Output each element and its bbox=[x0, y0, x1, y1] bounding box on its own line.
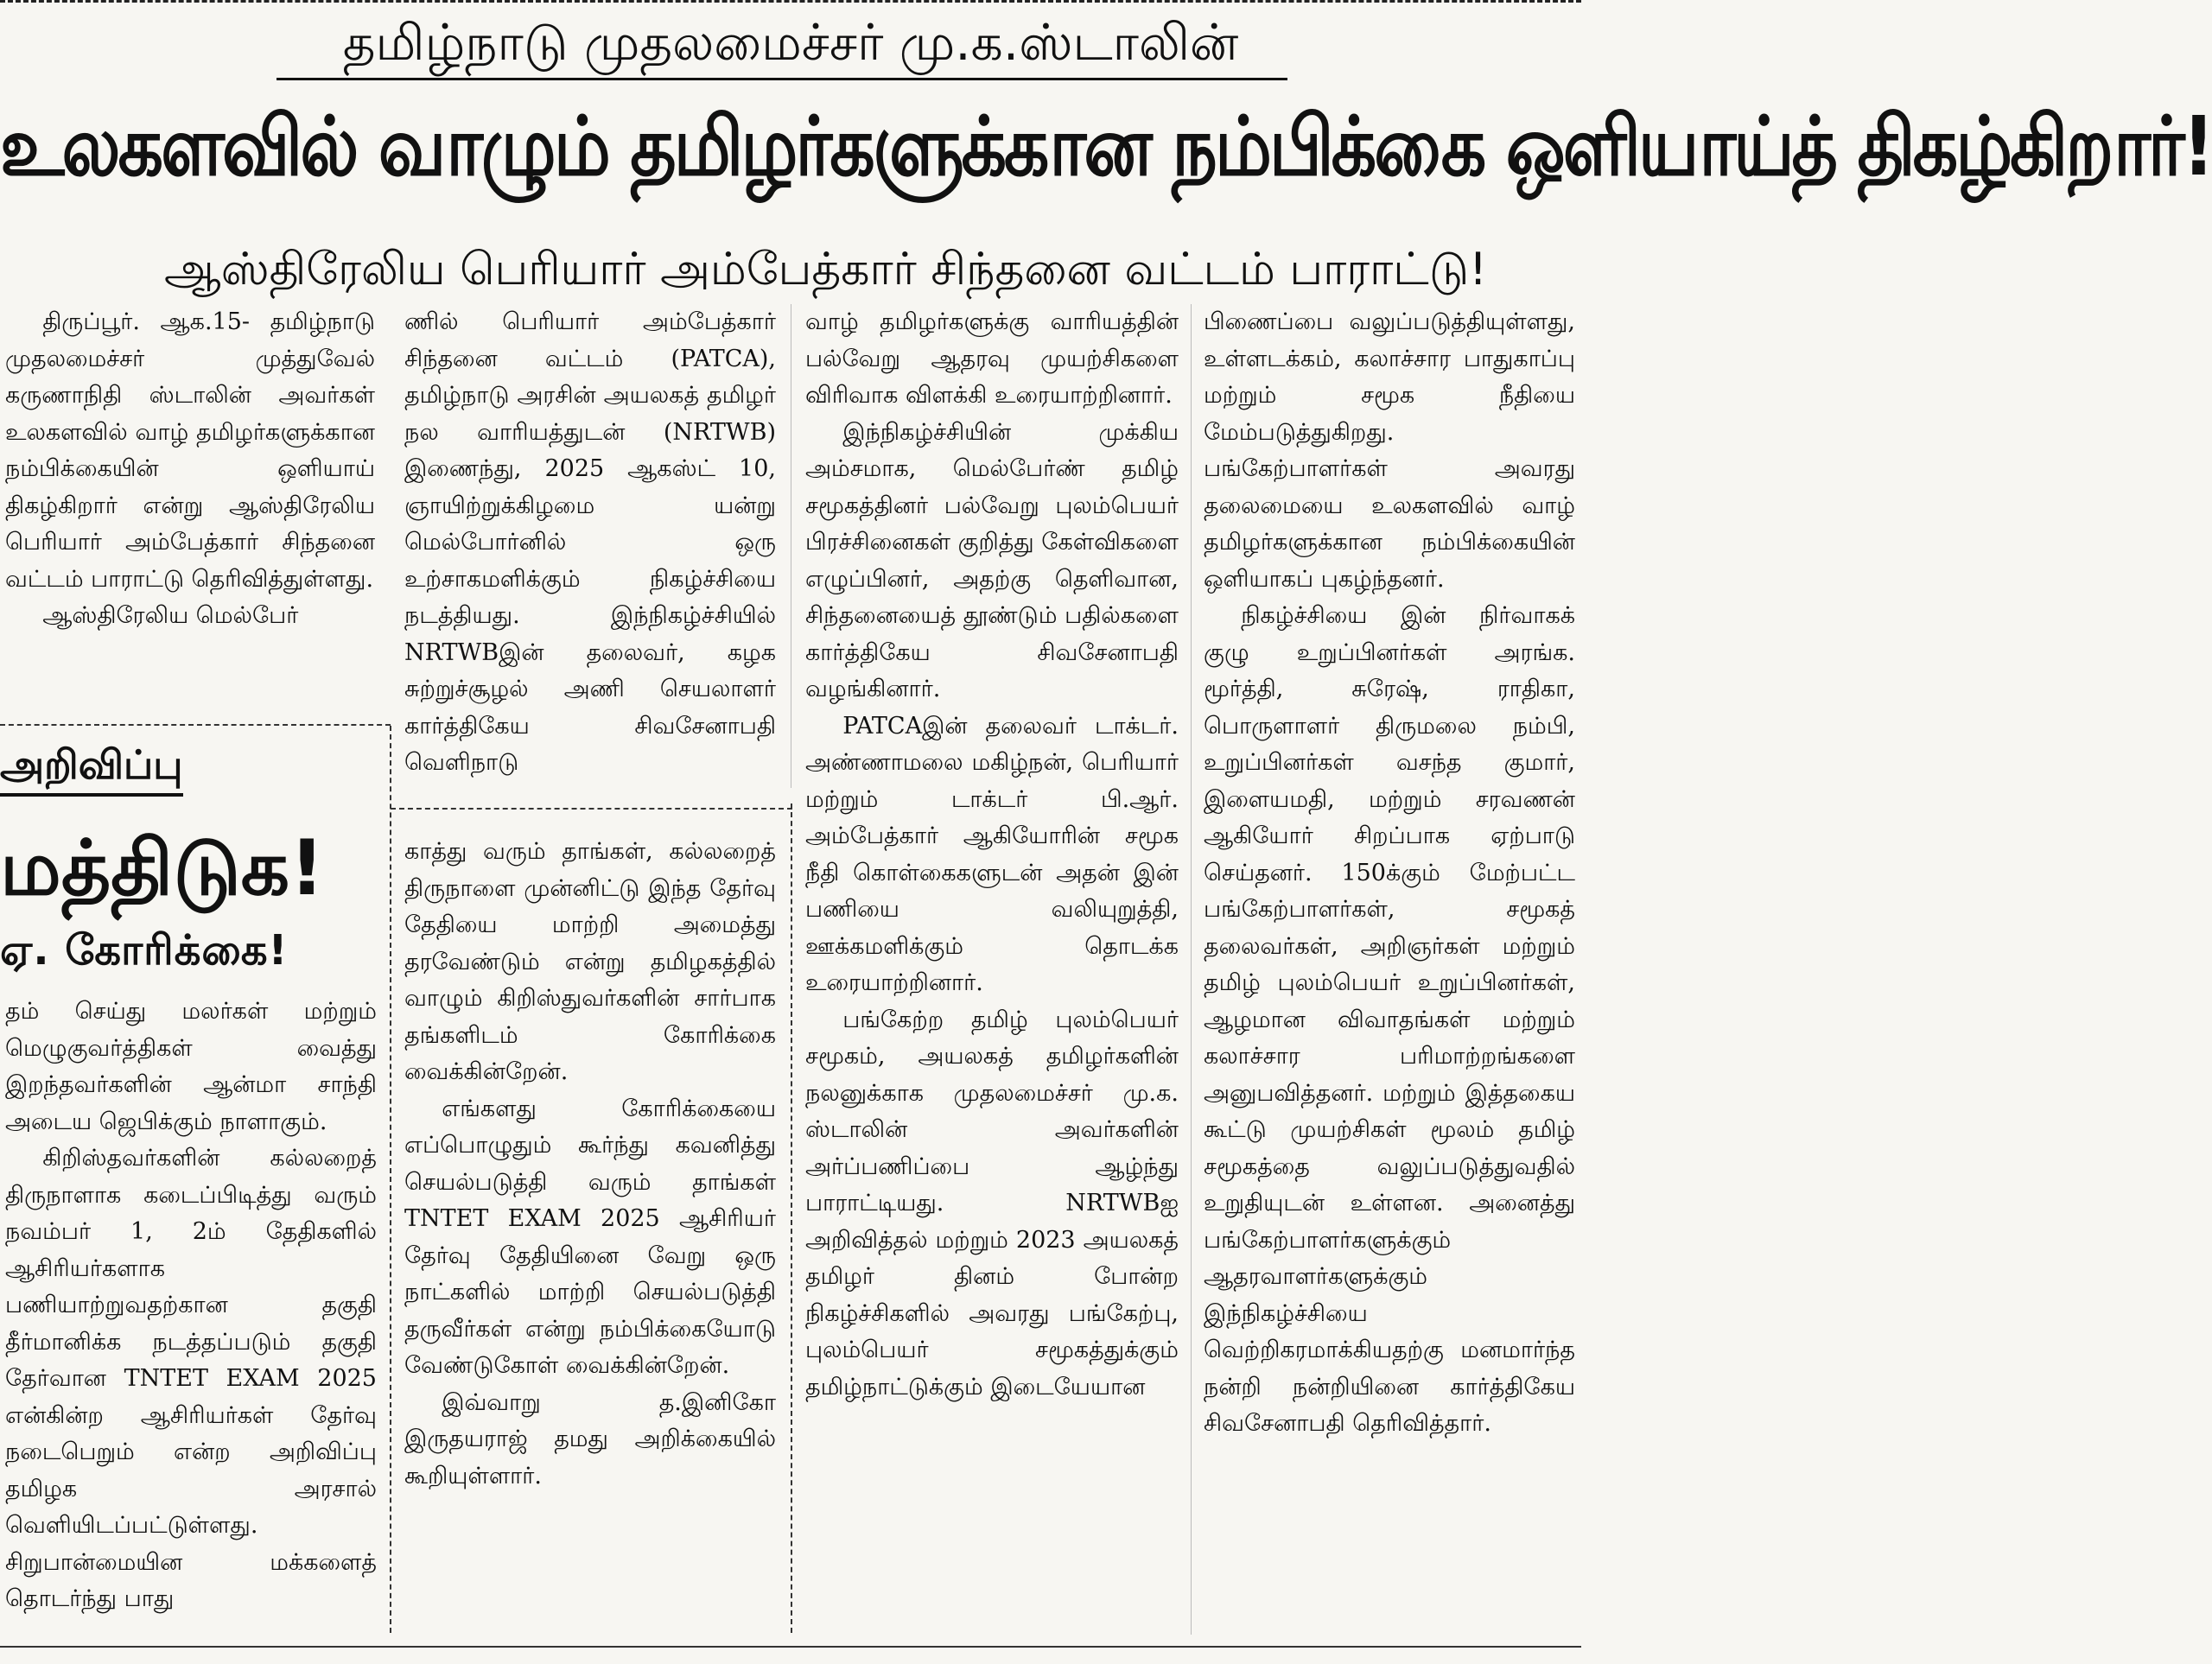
notice-column-2 bbox=[404, 834, 776, 1495]
paragraph: எங்களது கோரிக்கையை எப்பொழுதும் கூர்ந்து கவனித்து செயல்படுத்தி வரும் தாங்கள் TNTET EXAM 2025 ஆசிரியர் தேர்வு தேதியினை வேறு ஒரு நாட்களில் மாற்றி செயல்படுத்தி தருவீர்கள் என்று நம்பிக்கையோடு வேண்டுகோள் வைக்கின்றேன். bbox=[404, 1095, 776, 1379]
notice-border-right bbox=[791, 803, 792, 1633]
paragraph: பங்கேற்ற தமிழ் புலம்பெயர் சமூகம், அயலகத் தமிழர்களின் நலனுக்காக முதலமைச்சர் மு.க. ஸ்டாலின் அவர்களின் அர்ப்பணிப்பை ஆழ்ந்து பாராட்டியது. NRTWBஐ அறிவித்தல் மற்றும் 2023 அயலகத் தமிழர் தினம் போன்ற நிகழ்ச்சிகளில் அவரது பங்கேற்பு, புலம்பெயர் சமூகத்துக்கும் தமிழ்நாட்டுக்கும் இடையேயான bbox=[805, 1006, 1179, 1400]
paragraph: இந்நிகழ்ச்சியின் முக்கிய அம்சமாக, மெல்பேர்ண் தமிழ் சமூகத்தினர் பல்வேறு புலம்பெயர் பிரச்சினைகள் குறித்து கேள்விகளை எழுப்பினர், அதற்கு தெளிவான, சிந்தனையைத் தூண்டும் பதில்களை கார்த்திகேய சிவசேனாபதி வழங்கினார். bbox=[805, 418, 1179, 702]
paragraph: திருப்பூர். ஆக.15- தமிழ்நாடு முதலமைச்சர் முத்துவேல் கருணாநிதி ஸ்டாலின் அவர்கள் உலகளவில் வாழ் தமிழர்களுக்கான நம்பிக்கையின் ஒளியாய் திகழ்கிறார் என்று ஆஸ்திரேலிய பெரியார் அம்பேத்கார் சிந்தனை வட்டம் பாராட்டு தெரிவித்துள்ளது. bbox=[5, 308, 375, 593]
bottom-border bbox=[0, 1646, 1581, 1648]
notice-label: அறிவிப்பு bbox=[0, 741, 183, 788]
notice-border-top bbox=[0, 724, 391, 726]
notice-label-underline bbox=[0, 793, 183, 797]
notice-headline: மத்திடுக! bbox=[0, 823, 325, 912]
notice-column-1 bbox=[5, 994, 377, 1618]
kicker-title: தமிழ்நாடு முதலமைச்சர் மு.க.ஸ்டாலின் bbox=[342, 13, 1239, 72]
article-column-4 bbox=[1204, 304, 1575, 1443]
paragraph: இவ்வாறு த.இனிகோ இருதயராஜ் தமது அறிக்கையில் கூறியுள்ளார். bbox=[404, 1388, 776, 1489]
paragraph: ணில் பெரியார் அம்பேத்கார் சிந்தனை வட்டம் (PATCA), தமிழ்நாடு அரசின் அயலகத் தமிழர் நல வாரியத்துடன் (NRTWB) இணைந்து, 2025 ஆகஸ்ட் 10, ஞாயிற்றுக்கிழமை யன்று மெல்போர்னில் ஒரு உற்சாகமளிக்கும் நிகழ்ச்சியை நடத்தியது. இந்நிகழ்ச்சியில் NRTWBஇன் தலைவர், கழக சுற்றுச்சூழல் அணி செயலாளர் கார்த்திகேய சிவசேனாபதி வெளிநாடு bbox=[404, 308, 776, 776]
notice-border-top bbox=[391, 808, 792, 810]
article-column-1 bbox=[5, 304, 375, 635]
paragraph: PATCAஇன் தலைவர் டாக்டர். அண்ணாமலை மகிழ்நன், பெரியார் மற்றும் டாக்டர் பி.ஆர். அம்பேத்கார் ஆகியோரின் சமூக நீதி கொள்கைகளுடன் அதன் இன் பணியை வலியுறுத்தி, ஊக்கமளிக்கும் தொடக்க உரையாற்றினார். bbox=[805, 712, 1179, 996]
paragraph: பிணைப்பை வலுப்படுத்தியுள்ளது, உள்ளடக்கம், கலாச்சார பாதுகாப்பு மற்றும் சமூக நீதியை மேம்படுத்துகிறது. பங்கேற்பாளர்கள் அவரது தலைமையை உலகளவில் வாழ் தமிழர்களுக்கான நம்பிக்கையின் ஒளியாகப் புகழ்ந்தனர். bbox=[1204, 308, 1575, 593]
article-column-2 bbox=[404, 304, 776, 782]
paragraph: நிகழ்ச்சியை இன் நிர்வாகக் குழு உறுப்பினர்கள் அரங்க. மூர்த்தி, சுரேஷ், ராதிகா, பொருளாளர் திருமலை நம்பி, உறுப்பினர்கள் வசந்த குமார், இளையமதி, மற்றும் சரவணன் ஆகியோர் சிறப்பாக ஏற்பாடு செய்தனர். 150க்கும் மேற்பட்ட பங்கேற்பாளர்கள், சமூகத் தலைவர்கள், அறிஞர்கள் மற்றும் தமிழ் புலம்பெயர் உறுப்பினர்கள், ஆழமான விவாதங்கள் மற்றும் கலாச்சார பரிமாற்றங்களை அனுபவித்தனர். மற்றும் இத்தகைய கூட்டு முயற்சிகள் மூலம் தமிழ் சமூகத்தை வலுப்படுத்துவதில் உறுதியுடன் உள்ளன. அனைத்து பங்கேற்பாளர்களுக்கும் ஆதரவாளர்களுக்கும் இந்நிகழ்ச்சியை வெற்றிகரமாக்கியதற்கு மனமார்ந்த நன்றி நன்றியினை கார்த்திகேய சிவசேனாபதி தெரிவித்தார். bbox=[1204, 602, 1575, 1437]
column-divider bbox=[1191, 304, 1192, 1635]
subheadline: ஆஸ்திரேலிய பெரியார் அம்பேத்கார் சிந்தனை வட்டம் பாராட்டு! bbox=[164, 244, 1487, 295]
paragraph: காத்து வரும் தாங்கள், கல்லறைத் திருநாளை முன்னிட்டு இந்த தேர்வு தேதியை மாற்றி அமைத்து தரவேண்டும் என்று தமிழகத்தில் வாழும் கிறிஸ்துவர்களின் சார்பாக தங்களிடம் கோரிக்கை வைக்கின்றேன். bbox=[404, 838, 776, 1085]
paragraph: வாழ் தமிழர்களுக்கு வாரியத்தின் பல்வேறு ஆதரவு முயற்சிகளை விரிவாக விளக்கி உரையாற்றினார். bbox=[805, 308, 1179, 409]
top-border bbox=[0, 0, 1581, 10]
article-column-3 bbox=[805, 304, 1179, 1406]
kicker-underline bbox=[276, 78, 1287, 80]
notice-border-right bbox=[390, 726, 391, 1633]
paragraph: ஆஸ்திரேலிய மெல்பேர் bbox=[42, 602, 299, 629]
headline: உலகளவில் வாழும் தமிழர்களுக்கான நம்பிக்கை ஒளியாய்த் திகழ்கிறார்! bbox=[0, 99, 2212, 195]
paragraph: தம் செய்து மலர்கள் மற்றும் மெழுகுவர்த்திகள் வைத்து இறந்தவர்களின் ஆன்மா சாந்தி அடைய ஜெபிக்கும் நாளாகும். bbox=[5, 998, 377, 1135]
paragraph: கிறிஸ்தவர்களின் கல்லறைத் திருநாளாக கடைப்பிடித்து வரும் நவம்பர் 1, 2ம் தேதிகளில் ஆசிரியர்களாக பணியாற்றுவதற்கான தகுதி தீர்மானிக்க நடத்தப்படும் தகுதி தேர்வான TNTET EXAM 2025 என்கின்ற ஆசிரியர்கள் தேர்வு நடைபெறும் என்ற அறிவிப்பு தமிழக அரசால் வெளியிடப்பட்டுள்ளது. சிறுபான்மையின மக்களைத் தொடர்ந்து பாது bbox=[5, 1145, 377, 1612]
notice-subheadline: ஏ. கோரிக்கை! bbox=[0, 926, 289, 975]
